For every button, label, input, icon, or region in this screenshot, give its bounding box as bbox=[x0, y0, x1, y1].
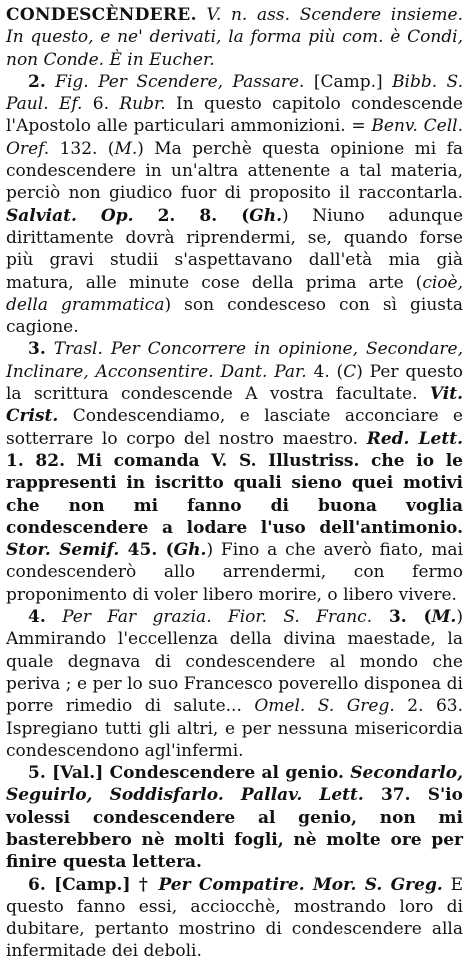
sense-3-number: 3. bbox=[28, 339, 46, 360]
citation-vit-crist: Vit. Crist. bbox=[6, 384, 463, 427]
citation-benv-cell-ref: 132. ( bbox=[49, 138, 115, 159]
citation-omel: Omel. S. Greg. bbox=[254, 696, 395, 717]
citation-rubr: Rubr. bbox=[119, 94, 166, 115]
sense-2-number: 2. bbox=[28, 71, 46, 92]
entry-sense-3 bbox=[6, 338, 463, 606]
quote-bibb: In questo capitolo condescende l'Apostolo alle particulari ammonizioni. = bbox=[6, 94, 463, 137]
citation-dant-ref: 4. ( bbox=[306, 361, 344, 382]
sense-4-number: 4. bbox=[28, 607, 46, 628]
quote-salviat-end: ) son condesceso con sì giusta cagione. bbox=[6, 294, 463, 338]
sense-5-definition: Secondarlo, Seguirlo, Soddisfarlo. Pallav. Lett. bbox=[6, 763, 463, 806]
sense-2-definition: Fig. Per Scendere, Passare. bbox=[45, 71, 305, 92]
sense-5-phrase: [Val.] Condescendere al genio. bbox=[45, 763, 351, 784]
headword: CONDESCÈNDERE. bbox=[6, 5, 197, 25]
citation-stor-semif-ref: 45. ( bbox=[119, 540, 174, 561]
sense-6-definition: Per Compatire. Mor. S. Greg. bbox=[158, 874, 443, 895]
citation-fior-ref: 3. ( bbox=[372, 607, 432, 628]
entry-sense-2 bbox=[6, 71, 463, 339]
citation-mark-gh: Gh. bbox=[249, 205, 283, 226]
quote-mor: E questo fanno essi, acciocchè, mostrando loro di dubitare, pertanto mostrino di condescendere alla infermitade dei deboli. bbox=[6, 874, 463, 962]
citation-red-lett: Red. Lett. bbox=[366, 428, 463, 449]
sense-3-definition: Trasl. Per Concorrere in opinione, Secondare, Inclinare, Acconsentire. Dant. Par. bbox=[6, 339, 463, 382]
citation-bibb-ref: 6. bbox=[82, 94, 120, 115]
quote-pallav: 37. S'io volessi condescendere al genio, non mi basterebbero nè molti fogli, nè molte ore per finire questa lettera. bbox=[6, 785, 463, 873]
quote-fior: ) Ammirando l'eccellenza della divina maestade, la quale degnava di condescendere al mondo che periva ; e per lo suo Francesco poverello disponea di porre rimedio di salute... bbox=[6, 607, 463, 717]
citation-stor-semif: Stor. Semif. bbox=[6, 540, 120, 561]
quote-salviat: ) Niuno adunque dirittamente dovrà riprendermi, se, quando forse più gravi studii s'aspettavano dall'età mia già matura, alle minute cose della prima arte ( bbox=[6, 205, 464, 293]
sense-5-number: 5. bbox=[28, 763, 46, 784]
citation-mark-m: M. bbox=[114, 138, 138, 159]
quote-vit-crist: Condescendiamo, e lasciate acconciare e sotterrare lo corpo del nostro maestro. bbox=[6, 406, 463, 449]
sense-6-source-tag: [Camp.] † bbox=[45, 874, 159, 895]
sense-4-definition: Per Far grazia. Fior. S. Franc. bbox=[45, 607, 373, 628]
quote-dant: ) Per questo la scrittura condescende A vostra facultate. bbox=[6, 361, 464, 405]
citation-mark-c: C bbox=[343, 361, 357, 382]
gloss-grammatica: cioè, della grammatica bbox=[6, 272, 463, 315]
quote-omel: 2. 63. Ispregiano tutti gli altri, e per nessuna misericordia condescendono agl'infermi. bbox=[6, 696, 464, 761]
quote-red-lett: 1. 82. Mi comanda V. S. Illustriss. che io le rappresenti in iscritto quali sieno quei motivi che non mi fanno di buona voglia condescendere a lodare l'uso dell'antimonio. bbox=[6, 450, 463, 538]
entry-sense-1 bbox=[6, 4, 463, 71]
citation-mark-m-2: M. bbox=[431, 607, 457, 628]
citation-bibb: Bibb. S. Paul. Ef. bbox=[6, 71, 464, 115]
quote-stor-semif: ) Fino a che averò fiato, mai condescenderò allo arrendermi, con fermo proponimento di voler libero morire, o libero vivere. bbox=[6, 540, 463, 605]
citation-salviat: Salviat. Op. bbox=[6, 205, 134, 226]
sense-1-text: V. n. ass. Scendere insieme. In questo, e ne' derivati, la forma più com. è Condi, non Conde. È in Eucher. bbox=[6, 5, 463, 70]
entry-sense-5 bbox=[6, 762, 463, 873]
citation-mark-gh-2: Gh. bbox=[173, 540, 207, 561]
citation-benv-cell: Benv. Cell. Oref. bbox=[6, 116, 463, 159]
citation-salviat-ref: 2. 8. ( bbox=[133, 205, 250, 226]
quote-benv-cell: ) Ma perchè questa opinione mi fa condescendere in un'altra attenente a tal materia, perciò non giudico fuor di proposito il raccontarla. bbox=[6, 138, 464, 204]
sense-6-number: 6. bbox=[28, 874, 46, 895]
sense-2-source-tag: [Camp.] bbox=[304, 71, 393, 92]
entry-sense-4 bbox=[6, 606, 463, 762]
entry-sense-6 bbox=[6, 874, 463, 963]
